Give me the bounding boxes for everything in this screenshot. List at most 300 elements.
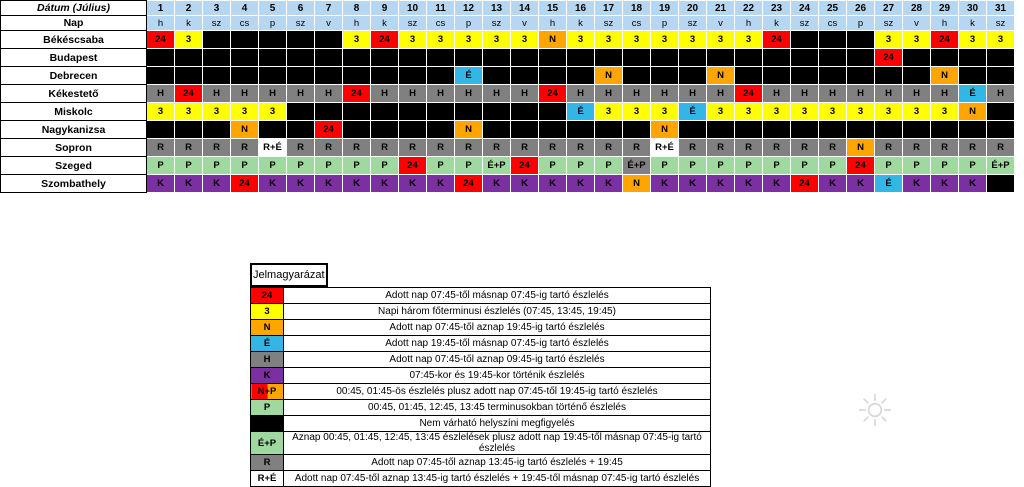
schedule-cell[interactable]: P: [595, 157, 623, 175]
schedule-cell[interactable]: R: [315, 139, 343, 157]
schedule-cell[interactable]: N: [651, 121, 679, 139]
schedule-cell[interactable]: H: [763, 85, 791, 103]
schedule-cell[interactable]: H: [315, 85, 343, 103]
schedule-cell[interactable]: H: [231, 85, 259, 103]
schedule-cell[interactable]: [343, 103, 371, 121]
schedule-cell[interactable]: K: [427, 175, 455, 193]
schedule-cell[interactable]: 3: [875, 103, 903, 121]
schedule-cell[interactable]: [987, 103, 1015, 121]
table-header-dows: [1, 16, 1015, 31]
schedule-cell[interactable]: [427, 121, 455, 139]
schedule-cell[interactable]: H: [707, 85, 735, 103]
legend-description: Adott nap 07:45-től aznap 13:45-ig tartó észlelés + 19:45: [284, 455, 711, 471]
schedule-cell[interactable]: 3: [847, 103, 875, 121]
schedule-cell[interactable]: R: [931, 139, 959, 157]
schedule-cell[interactable]: H: [819, 85, 847, 103]
schedule-cell[interactable]: [623, 49, 651, 67]
schedule-cell[interactable]: R+É: [259, 139, 287, 157]
schedule-cell[interactable]: K: [259, 175, 287, 193]
schedule-cell[interactable]: R: [287, 139, 315, 157]
schedule-cell[interactable]: 3: [763, 103, 791, 121]
schedule-cell[interactable]: [371, 67, 399, 85]
schedule-cell[interactable]: [567, 67, 595, 85]
schedule-cell[interactable]: H: [847, 85, 875, 103]
schedule-cell[interactable]: R: [567, 139, 595, 157]
schedule-cell[interactable]: R: [539, 139, 567, 157]
schedule-cell[interactable]: [483, 49, 511, 67]
schedule-cell[interactable]: 3: [427, 31, 455, 49]
schedule-cell[interactable]: [763, 49, 791, 67]
schedule-cell[interactable]: P: [371, 157, 399, 175]
schedule-cell[interactable]: [875, 121, 903, 139]
schedule-cell[interactable]: R: [371, 139, 399, 157]
schedule-cell[interactable]: [763, 121, 791, 139]
schedule-cell[interactable]: 3: [819, 103, 847, 121]
schedule-cell[interactable]: H: [931, 85, 959, 103]
schedule-cell[interactable]: 3: [511, 31, 539, 49]
schedule-cell[interactable]: R: [987, 139, 1015, 157]
schedule-cell[interactable]: H: [259, 85, 287, 103]
schedule-cell[interactable]: P: [175, 157, 203, 175]
schedule-cell[interactable]: [847, 49, 875, 67]
schedule-cell[interactable]: 24: [399, 157, 427, 175]
schedule-cell[interactable]: H: [875, 85, 903, 103]
schedule-cell[interactable]: H: [623, 85, 651, 103]
schedule-cell[interactable]: [231, 49, 259, 67]
schedule-cell[interactable]: R: [763, 139, 791, 157]
schedule-cell[interactable]: 3: [175, 31, 203, 49]
schedule-cell[interactable]: P: [287, 157, 315, 175]
schedule-cell[interactable]: [959, 49, 987, 67]
schedule-cell[interactable]: K: [147, 175, 175, 193]
schedule-cell[interactable]: [987, 49, 1015, 67]
schedule-cell[interactable]: 3: [483, 31, 511, 49]
schedule-cell[interactable]: K: [371, 175, 399, 193]
schedule-cell[interactable]: H: [903, 85, 931, 103]
schedule-cell[interactable]: 3: [567, 31, 595, 49]
schedule-cell[interactable]: 24: [735, 85, 763, 103]
schedule-cell[interactable]: [987, 175, 1015, 193]
schedule-cell[interactable]: R: [511, 139, 539, 157]
schedule-cell[interactable]: [567, 49, 595, 67]
schedule-cell[interactable]: H: [791, 85, 819, 103]
schedule-cell[interactable]: [399, 103, 427, 121]
schedule-cell[interactable]: P: [231, 157, 259, 175]
schedule-cell[interactable]: [483, 121, 511, 139]
schedule-cell[interactable]: [231, 31, 259, 49]
schedule-cell[interactable]: P: [931, 157, 959, 175]
schedule-cell[interactable]: 24: [343, 85, 371, 103]
table-row: [1, 85, 1015, 103]
schedule-cell[interactable]: H: [399, 85, 427, 103]
schedule-cell[interactable]: [147, 49, 175, 67]
schedule-cell[interactable]: P: [343, 157, 371, 175]
schedule-cell[interactable]: K: [707, 175, 735, 193]
schedule-cell[interactable]: [511, 49, 539, 67]
schedule-cell[interactable]: K: [595, 175, 623, 193]
schedule-cell[interactable]: [287, 31, 315, 49]
day-number-17: 17: [595, 1, 623, 16]
schedule-cell[interactable]: [539, 49, 567, 67]
schedule-cell[interactable]: [903, 121, 931, 139]
schedule-cell[interactable]: É: [959, 85, 987, 103]
schedule-cell[interactable]: 3: [651, 31, 679, 49]
schedule-cell[interactable]: [903, 67, 931, 85]
schedule-cell[interactable]: [735, 121, 763, 139]
day-of-week-6: sz: [287, 16, 315, 31]
schedule-cell[interactable]: 3: [343, 31, 371, 49]
schedule-cell[interactable]: [287, 121, 315, 139]
schedule-cell[interactable]: K: [567, 175, 595, 193]
schedule-cell[interactable]: [511, 121, 539, 139]
schedule-cell[interactable]: 3: [707, 103, 735, 121]
schedule-cell[interactable]: 3: [651, 103, 679, 121]
schedule-cell[interactable]: 24: [539, 85, 567, 103]
schedule-cell[interactable]: P: [567, 157, 595, 175]
schedule-cell[interactable]: P: [819, 157, 847, 175]
schedule-cell[interactable]: 3: [595, 31, 623, 49]
schedule-cell[interactable]: K: [903, 175, 931, 193]
schedule-cell[interactable]: [427, 103, 455, 121]
schedule-cell[interactable]: [399, 121, 427, 139]
schedule-cell[interactable]: P: [735, 157, 763, 175]
schedule-cell[interactable]: [679, 67, 707, 85]
schedule-cell[interactable]: P: [959, 157, 987, 175]
schedule-cell[interactable]: K: [959, 175, 987, 193]
schedule-cell[interactable]: [259, 49, 287, 67]
schedule-cell[interactable]: [455, 49, 483, 67]
schedule-cell[interactable]: [287, 67, 315, 85]
schedule-cell[interactable]: [679, 49, 707, 67]
schedule-cell[interactable]: [147, 67, 175, 85]
schedule-cell[interactable]: [315, 67, 343, 85]
schedule-cell[interactable]: R: [203, 139, 231, 157]
schedule-cell[interactable]: N: [455, 121, 483, 139]
schedule-cell[interactable]: K: [287, 175, 315, 193]
schedule-cell[interactable]: R: [791, 139, 819, 157]
schedule-cell[interactable]: 3: [147, 103, 175, 121]
schedule-cell[interactable]: É+P: [987, 157, 1015, 175]
schedule-cell[interactable]: K: [175, 175, 203, 193]
schedule-cell[interactable]: R: [175, 139, 203, 157]
schedule-cell[interactable]: [819, 49, 847, 67]
schedule-cell[interactable]: [679, 121, 707, 139]
schedule-cell[interactable]: H: [371, 85, 399, 103]
day-number-4: 4: [231, 1, 259, 16]
day-number-5: 5: [259, 1, 287, 16]
day-of-week-12: p: [455, 16, 483, 31]
schedule-cell[interactable]: [931, 121, 959, 139]
schedule-cell[interactable]: [259, 67, 287, 85]
schedule-cell[interactable]: [343, 67, 371, 85]
schedule-cell[interactable]: N: [931, 67, 959, 85]
schedule-cell[interactable]: 3: [875, 31, 903, 49]
schedule-cell[interactable]: [539, 103, 567, 121]
schedule-cell[interactable]: H: [147, 85, 175, 103]
schedule-cell[interactable]: [819, 67, 847, 85]
schedule-cell[interactable]: [203, 121, 231, 139]
schedule-cell[interactable]: [399, 67, 427, 85]
schedule-cell[interactable]: 3: [231, 103, 259, 121]
schedule-cell[interactable]: [819, 31, 847, 49]
schedule-cell[interactable]: [791, 49, 819, 67]
schedule-cell[interactable]: P: [147, 157, 175, 175]
legend-row: [251, 471, 711, 487]
schedule-cell[interactable]: É+P: [623, 157, 651, 175]
schedule-cell[interactable]: [847, 121, 875, 139]
day-of-week-7: v: [315, 16, 343, 31]
schedule-cell[interactable]: 24: [931, 31, 959, 49]
schedule-cell[interactable]: [175, 67, 203, 85]
schedule-cell[interactable]: [651, 49, 679, 67]
schedule-cell[interactable]: 24: [763, 31, 791, 49]
schedule-cell[interactable]: [483, 67, 511, 85]
schedule-cell[interactable]: 3: [595, 103, 623, 121]
table-row: [1, 103, 1015, 121]
schedule-cell[interactable]: N: [847, 139, 875, 157]
schedule-cell[interactable]: [259, 121, 287, 139]
schedule-cell[interactable]: 24: [175, 85, 203, 103]
schedule-cell[interactable]: K: [735, 175, 763, 193]
schedule-cell[interactable]: 3: [455, 31, 483, 49]
schedule-cell[interactable]: [343, 49, 371, 67]
schedule-cell[interactable]: [931, 49, 959, 67]
schedule-cell[interactable]: [847, 67, 875, 85]
schedule-cell[interactable]: [483, 103, 511, 121]
schedule-cell[interactable]: [175, 49, 203, 67]
schedule-cell[interactable]: R: [735, 139, 763, 157]
schedule-cell[interactable]: [539, 121, 567, 139]
day-number-7: 7: [315, 1, 343, 16]
schedule-cell[interactable]: [371, 49, 399, 67]
schedule-cell[interactable]: [231, 67, 259, 85]
schedule-cell[interactable]: É: [455, 67, 483, 85]
schedule-cell[interactable]: 3: [791, 103, 819, 121]
schedule-cell[interactable]: P: [875, 157, 903, 175]
schedule-cell[interactable]: P: [427, 157, 455, 175]
schedule-cell[interactable]: R: [959, 139, 987, 157]
schedule-cell[interactable]: [707, 121, 735, 139]
schedule-cell[interactable]: 24: [511, 157, 539, 175]
schedule-cell[interactable]: P: [455, 157, 483, 175]
schedule-cell[interactable]: R: [679, 139, 707, 157]
schedule-cell[interactable]: [595, 49, 623, 67]
schedule-cell[interactable]: [427, 67, 455, 85]
schedule-cell[interactable]: H: [203, 85, 231, 103]
schedule-cell[interactable]: [287, 49, 315, 67]
schedule-cell[interactable]: [735, 67, 763, 85]
schedule-cell[interactable]: H: [679, 85, 707, 103]
schedule-cell[interactable]: P: [315, 157, 343, 175]
schedule-cell[interactable]: H: [567, 85, 595, 103]
schedule-cell[interactable]: [259, 31, 287, 49]
schedule-cell[interactable]: K: [511, 175, 539, 193]
schedule-cell[interactable]: 24: [455, 175, 483, 193]
schedule-cell[interactable]: N: [959, 103, 987, 121]
schedule-cell[interactable]: R: [483, 139, 511, 157]
day-number-18: 18: [623, 1, 651, 16]
schedule-cell[interactable]: K: [651, 175, 679, 193]
schedule-cell[interactable]: [287, 103, 315, 121]
schedule-cell[interactable]: 3: [623, 103, 651, 121]
schedule-cell[interactable]: P: [679, 157, 707, 175]
schedule-cell[interactable]: [819, 121, 847, 139]
day-of-week-16: k: [567, 16, 595, 31]
schedule-cell[interactable]: [203, 49, 231, 67]
schedule-cell[interactable]: 24: [875, 49, 903, 67]
schedule-cell[interactable]: H: [987, 85, 1015, 103]
day-number-29: 29: [931, 1, 959, 16]
schedule-cell[interactable]: [707, 49, 735, 67]
schedule-cell[interactable]: P: [903, 157, 931, 175]
schedule-cell[interactable]: P: [203, 157, 231, 175]
schedule-cell[interactable]: 3: [735, 31, 763, 49]
schedule-cell[interactable]: 3: [259, 103, 287, 121]
schedule-cell[interactable]: [651, 67, 679, 85]
schedule-cell[interactable]: 24: [231, 175, 259, 193]
schedule-cell[interactable]: R: [427, 139, 455, 157]
schedule-cell[interactable]: 24: [371, 31, 399, 49]
schedule-cell[interactable]: É: [875, 175, 903, 193]
schedule-cell[interactable]: [147, 121, 175, 139]
schedule-cell[interactable]: K: [399, 175, 427, 193]
schedule-cell[interactable]: [511, 67, 539, 85]
station-label-budapest: Budapest: [1, 49, 147, 67]
day-number-16: 16: [567, 1, 595, 16]
schedule-cell[interactable]: 3: [903, 103, 931, 121]
schedule-cell[interactable]: 24: [847, 157, 875, 175]
schedule-cell[interactable]: R: [343, 139, 371, 157]
schedule-cell[interactable]: R: [399, 139, 427, 157]
schedule-cell[interactable]: K: [679, 175, 707, 193]
schedule-cell[interactable]: P: [651, 157, 679, 175]
schedule-cell[interactable]: K: [847, 175, 875, 193]
schedule-cell[interactable]: [315, 103, 343, 121]
schedule-cell[interactable]: [987, 67, 1015, 85]
legend-swatch: 24: [251, 288, 284, 304]
schedule-cell[interactable]: H: [455, 85, 483, 103]
schedule-cell[interactable]: [987, 121, 1015, 139]
schedule-cell[interactable]: [203, 67, 231, 85]
schedule-cell[interactable]: R: [595, 139, 623, 157]
schedule-cell[interactable]: R: [875, 139, 903, 157]
schedule-cell[interactable]: K: [763, 175, 791, 193]
schedule-cell[interactable]: R: [455, 139, 483, 157]
schedule-cell[interactable]: [791, 31, 819, 49]
schedule-cell[interactable]: 3: [931, 103, 959, 121]
schedule-cell[interactable]: 3: [735, 103, 763, 121]
schedule-cell[interactable]: 3: [707, 31, 735, 49]
schedule-cell[interactable]: [903, 49, 931, 67]
schedule-cell[interactable]: K: [315, 175, 343, 193]
schedule-cell[interactable]: P: [707, 157, 735, 175]
schedule-cell[interactable]: [791, 67, 819, 85]
legend-swatch: N+P: [251, 384, 284, 400]
schedule-cell[interactable]: K: [539, 175, 567, 193]
schedule-cell[interactable]: H: [427, 85, 455, 103]
schedule-cell[interactable]: [455, 103, 483, 121]
schedule-cell[interactable]: R+É: [651, 139, 679, 157]
schedule-cell[interactable]: [511, 103, 539, 121]
schedule-cell[interactable]: 24: [315, 121, 343, 139]
schedule-cell[interactable]: N: [707, 67, 735, 85]
schedule-cell[interactable]: H: [511, 85, 539, 103]
schedule-cell[interactable]: [399, 49, 427, 67]
schedule-cell[interactable]: N: [623, 175, 651, 193]
schedule-cell[interactable]: [735, 49, 763, 67]
schedule-cell[interactable]: 3: [203, 103, 231, 121]
schedule-cell[interactable]: [791, 121, 819, 139]
schedule-cell[interactable]: H: [595, 85, 623, 103]
schedule-cell[interactable]: P: [791, 157, 819, 175]
schedule-cell[interactable]: [875, 67, 903, 85]
schedule-cell[interactable]: [623, 67, 651, 85]
schedule-cell[interactable]: R: [231, 139, 259, 157]
schedule-cell[interactable]: 3: [679, 31, 707, 49]
schedule-cell[interactable]: [315, 49, 343, 67]
schedule-cell[interactable]: [763, 67, 791, 85]
schedule-cell[interactable]: R: [623, 139, 651, 157]
schedule-cell[interactable]: [175, 121, 203, 139]
schedule-cell[interactable]: R: [147, 139, 175, 157]
schedule-cell[interactable]: [959, 67, 987, 85]
schedule-cell[interactable]: [567, 121, 595, 139]
schedule-cell[interactable]: N: [595, 67, 623, 85]
schedule-cell[interactable]: K: [483, 175, 511, 193]
schedule-cell[interactable]: K: [819, 175, 847, 193]
schedule-cell[interactable]: N: [539, 31, 567, 49]
schedule-cell[interactable]: 3: [175, 103, 203, 121]
schedule-cell[interactable]: [427, 49, 455, 67]
schedule-cell[interactable]: H: [483, 85, 511, 103]
schedule-cell[interactable]: É: [679, 103, 707, 121]
schedule-cell[interactable]: [203, 31, 231, 49]
schedule-cell[interactable]: R: [819, 139, 847, 157]
schedule-cell[interactable]: [371, 103, 399, 121]
schedule-cell[interactable]: 3: [959, 31, 987, 49]
schedule-cell[interactable]: R: [707, 139, 735, 157]
schedule-cell[interactable]: [539, 67, 567, 85]
schedule-cell[interactable]: K: [931, 175, 959, 193]
schedule-cell[interactable]: É+P: [483, 157, 511, 175]
schedule-cell[interactable]: K: [203, 175, 231, 193]
schedule-cell[interactable]: 3: [903, 31, 931, 49]
schedule-cell[interactable]: [315, 31, 343, 49]
schedule-cell[interactable]: P: [259, 157, 287, 175]
schedule-cell[interactable]: N: [231, 121, 259, 139]
schedule-cell[interactable]: 3: [987, 31, 1015, 49]
schedule-cell[interactable]: 3: [623, 31, 651, 49]
schedule-cell[interactable]: É: [567, 103, 595, 121]
day-number-30: 30: [959, 1, 987, 16]
schedule-cell[interactable]: [371, 121, 399, 139]
day-of-week-31: sz: [987, 16, 1015, 31]
schedule-cell[interactable]: [847, 31, 875, 49]
schedule-cell[interactable]: K: [343, 175, 371, 193]
schedule-cell[interactable]: 24: [791, 175, 819, 193]
schedule-cell[interactable]: R: [903, 139, 931, 157]
schedule-cell[interactable]: P: [763, 157, 791, 175]
schedule-cell[interactable]: [959, 121, 987, 139]
schedule-cell[interactable]: [595, 121, 623, 139]
schedule-cell[interactable]: H: [651, 85, 679, 103]
schedule-cell[interactable]: 3: [399, 31, 427, 49]
schedule-cell[interactable]: [343, 121, 371, 139]
schedule-cell[interactable]: [623, 121, 651, 139]
schedule-cell[interactable]: H: [287, 85, 315, 103]
schedule-cell[interactable]: P: [539, 157, 567, 175]
schedule-cell[interactable]: 24: [147, 31, 175, 49]
